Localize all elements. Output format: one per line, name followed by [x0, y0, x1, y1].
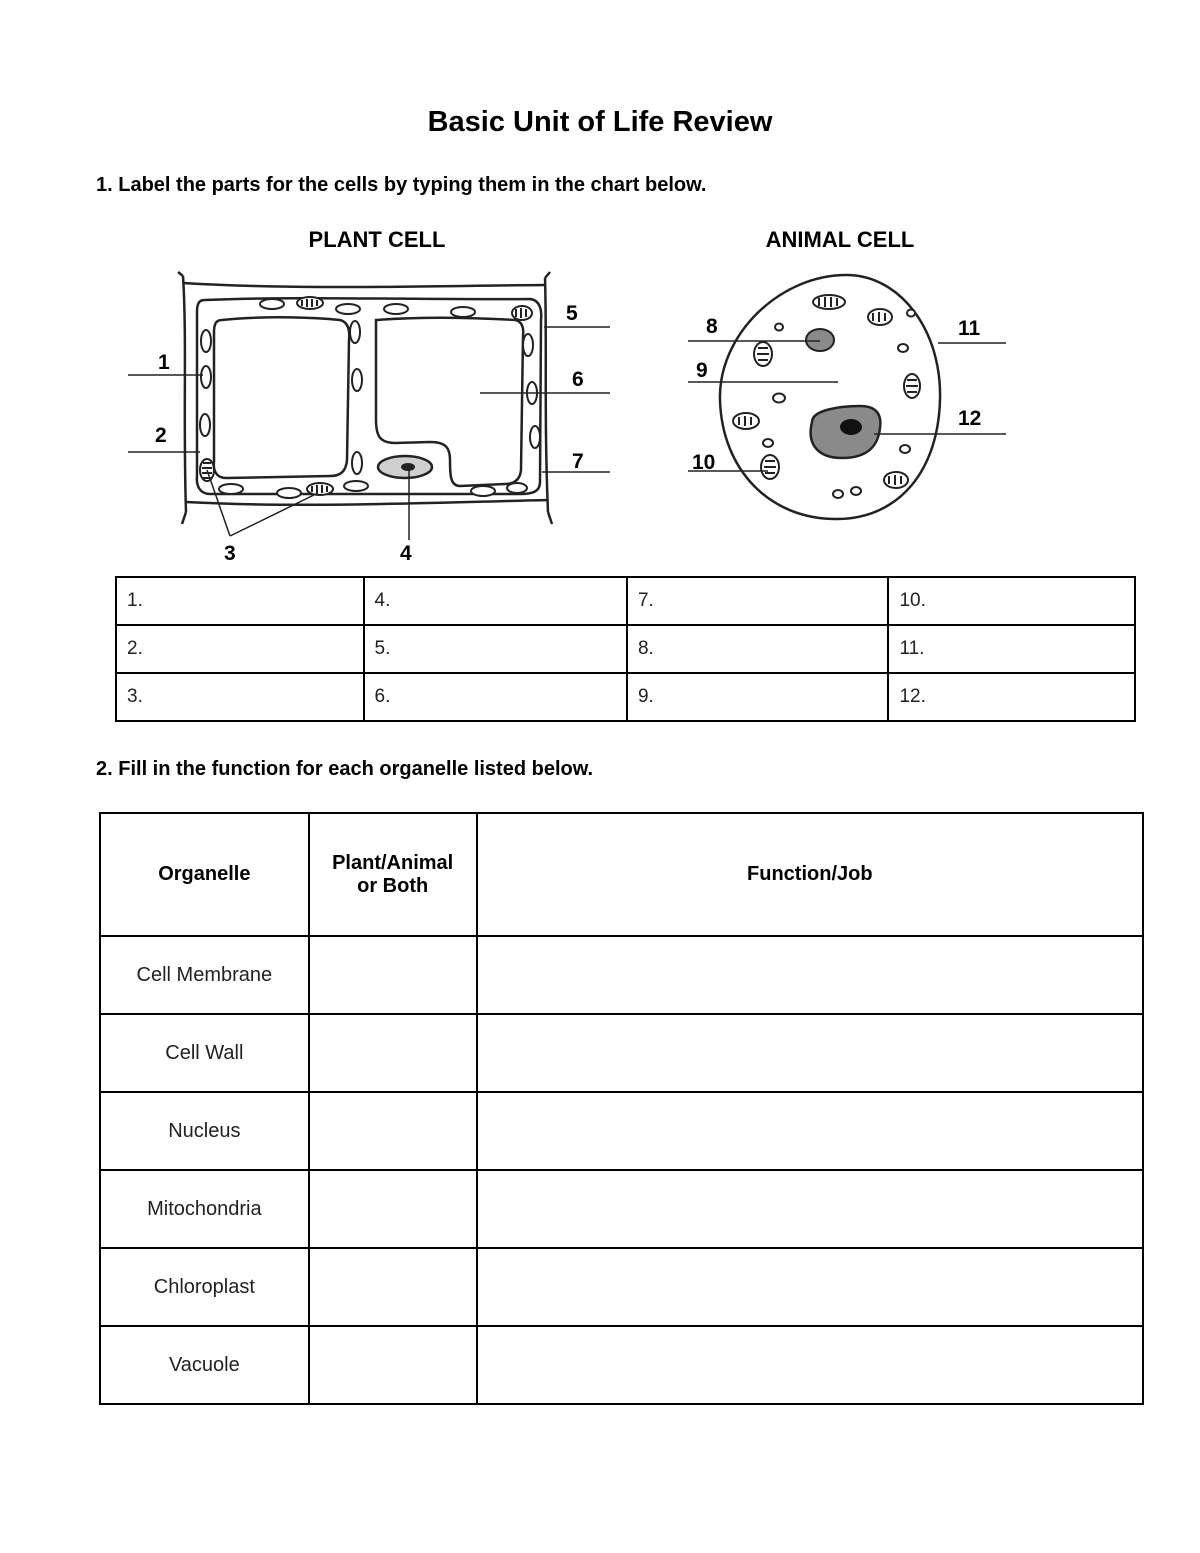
plant-label-1: 1: [158, 351, 170, 374]
answer-cell[interactable]: 4.: [364, 577, 627, 625]
table-row: [100, 1170, 1143, 1248]
label-answer-table: [115, 576, 1136, 722]
table-row: [100, 1326, 1143, 1404]
animal-label-12: 12: [958, 407, 982, 430]
table-row: [116, 673, 1135, 721]
function-cell[interactable]: [477, 1326, 1143, 1404]
table-row: [116, 577, 1135, 625]
animal-mitochondria: [733, 295, 920, 488]
animal-cell-title: ANIMAL CELL: [765, 227, 915, 252]
answer-cell[interactable]: 1.: [116, 577, 364, 625]
animal-label-9: 9: [696, 359, 708, 382]
question-1: 1. Label the parts for the cells by typing them in the chart below.: [96, 174, 707, 196]
plant-chloroplasts: [200, 299, 540, 498]
plant-cell-membrane: [197, 298, 541, 494]
plant-label-4: 4: [400, 542, 412, 565]
answer-cell[interactable]: 9.: [627, 673, 888, 721]
function-cell[interactable]: [477, 1092, 1143, 1170]
header-organelle: Organelle: [100, 813, 309, 936]
question-2: 2. Fill in the function for each organelle listed below.: [96, 758, 594, 780]
answer-cell[interactable]: 7.: [627, 577, 888, 625]
animal-label-10: 10: [692, 451, 716, 474]
header-plant-animal: Plant/Animal or Both: [309, 813, 477, 936]
plant-mitochondria: [200, 297, 532, 495]
plant-label-3: 3: [224, 542, 236, 565]
answer-cell[interactable]: 3.: [116, 673, 364, 721]
plant-vacuole-left: [214, 317, 349, 478]
plant-animal-cell[interactable]: [309, 1170, 477, 1248]
plant-cell-title: PLANT CELL: [308, 227, 446, 252]
answer-cell[interactable]: 5.: [364, 625, 627, 673]
answer-cell[interactable]: 8.: [627, 625, 888, 673]
table-row: [100, 1092, 1143, 1170]
plant-nucleus: [378, 456, 432, 478]
animal-label-11: 11: [958, 317, 981, 340]
answer-cell[interactable]: 10.: [888, 577, 1135, 625]
animal-nucleus: [811, 406, 881, 458]
answer-cell[interactable]: 6.: [364, 673, 627, 721]
plant-animal-cell[interactable]: [309, 1248, 477, 1326]
organelle-name: Nucleus: [100, 1092, 309, 1170]
organelle-name: Vacuole: [100, 1326, 309, 1404]
plant-label-2: 2: [155, 424, 167, 447]
function-cell[interactable]: [477, 1248, 1143, 1326]
plant-animal-cell[interactable]: [309, 1092, 477, 1170]
animal-label-8: 8: [706, 315, 718, 338]
function-cell[interactable]: [477, 1014, 1143, 1092]
organelle-name: Cell Membrane: [100, 936, 309, 1014]
plant-label-5: 5: [566, 302, 578, 325]
animal-ribosomes: [763, 310, 915, 499]
table-row: [100, 1014, 1143, 1092]
organelle-name: Cell Wall: [100, 1014, 309, 1092]
organelle-name: Mitochondria: [100, 1170, 309, 1248]
plant-animal-cell[interactable]: [309, 936, 477, 1014]
table-header-row: [100, 813, 1143, 936]
answer-cell[interactable]: 11.: [888, 625, 1135, 673]
cell-diagram: [0, 0, 1200, 570]
table-row: [100, 936, 1143, 1014]
plant-label-7: 7: [572, 450, 584, 473]
table-row: [116, 625, 1135, 673]
plant-callout-numbers: [155, 302, 584, 565]
answer-cell[interactable]: 12.: [888, 673, 1135, 721]
page-title: Basic Unit of Life Review: [427, 106, 773, 138]
organelle-function-table: [99, 812, 1144, 1405]
organelle-name: Chloroplast: [100, 1248, 309, 1326]
animal-vesicle: [806, 329, 834, 351]
plant-animal-cell[interactable]: [309, 1014, 477, 1092]
answer-cell[interactable]: 2.: [116, 625, 364, 673]
table-row: [100, 1248, 1143, 1326]
plant-label-6: 6: [572, 368, 584, 391]
function-cell[interactable]: [477, 936, 1143, 1014]
function-cell[interactable]: [477, 1170, 1143, 1248]
plant-animal-cell[interactable]: [309, 1326, 477, 1404]
header-function: Function/Job: [477, 813, 1143, 936]
